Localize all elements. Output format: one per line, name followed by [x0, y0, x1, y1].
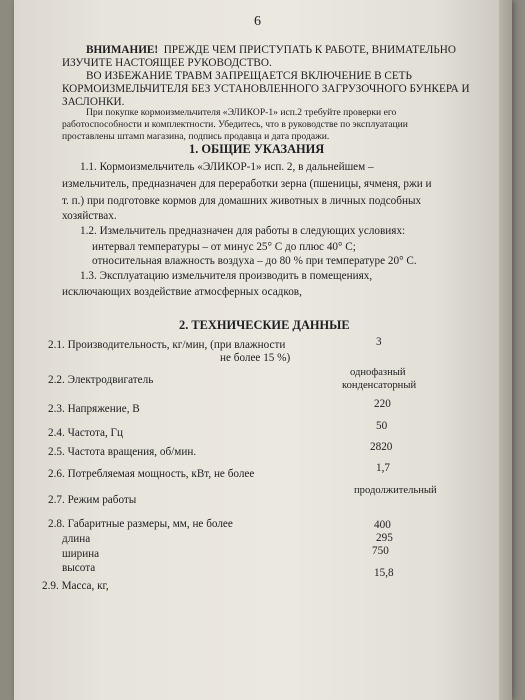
para-1-1-line-3: т. п.) при подготовке кормов для домашних животных в личных подсобных [62, 195, 422, 207]
spec-2-8-sub-width: ширина [62, 548, 100, 560]
para-1-1-line-1: 1.1. Кормоизмельчитель «ЭЛИКОР-1» исп. 2, в дальнейшем – [80, 161, 374, 173]
purchase-line-2: работоспособности и комплектности. Убедитесь, что в руководстве по эксплуатации [62, 119, 408, 130]
page-number: 6 [254, 14, 261, 29]
spec-2-5-value: 2820 [370, 441, 393, 453]
spec-2-8-value-2: 295 [376, 532, 393, 544]
spec-2-6-label: 2.6. Потребляемая мощность, кВт, не более [48, 468, 255, 480]
spec-2-9-label: 2.9. Масса, кг, [42, 580, 109, 592]
spec-2-1-label-cont: не более 15 %) [220, 352, 291, 364]
spec-2-8-sub-height: высота [62, 562, 96, 574]
spec-2-7-label: 2.7. Режим работы [48, 494, 137, 506]
spec-2-2-value-2: конденсаторный [342, 380, 417, 391]
spec-2-1-label: 2.1. Производительность, кг/мин, (при влажности [48, 339, 286, 351]
warning-line-2: ИЗУЧИТЕ НАСТОЯЩЕЕ РУКОВОДСТВО. [62, 57, 272, 69]
spec-2-3-value: 220 [374, 398, 391, 410]
warning-text: ПРЕЖДЕ ЧЕМ ПРИСТУПАТЬ К РАБОТЕ, ВНИМАТЕЛЬНО [163, 44, 456, 56]
para-1-3-line-1: 1.3. Эксплуатацию измельчителя производить в помещениях, [80, 270, 373, 282]
warning-line-3: ВО ИЗБЕЖАНИЕ ТРАВМ ЗАПРЕЩАЕТСЯ ВКЛЮЧЕНИЕ В СЕТЬ [86, 70, 412, 82]
para-1-2-line-3: относительная влажность воздуха – до 80 % при температуре 20° С. [92, 255, 417, 267]
spec-2-1-value: 3 [376, 336, 382, 348]
spec-2-3-label: 2.3. Напряжение, В [48, 403, 140, 415]
purchase-line-1: При покупке кормоизмельчителя «ЭЛИКОР-1» исп.2 требуйте проверки его [86, 107, 397, 118]
para-1-2-line-1: 1.2. Измельчитель предназначен для работы в следующих условиях: [80, 225, 406, 237]
para-1-2-line-2: интервал температуры – от минус 25° С до плюс 40° С; [92, 241, 356, 253]
warning-line-4: КОРМОИЗМЕЛЬЧИТЕЛЯ БЕЗ УСТАНОВЛЕННОГО ЗАГРУЗОЧНОГО БУНКЕРА И [62, 83, 470, 95]
para-1-1-line-2: измельчитель, предназначен для переработки зерна (пшеницы, ячменя, ржи и [62, 178, 432, 190]
para-1-1-line-4: хозяйствах. [62, 210, 117, 222]
spec-2-5-label: 2.5. Частота вращения, об/мин. [48, 446, 197, 458]
page-edge [499, 0, 512, 700]
manual-page [14, 0, 512, 700]
spec-2-2-value-1: однофазный [350, 367, 406, 378]
spec-2-9-value: 15,8 [374, 567, 394, 579]
spec-2-8-value-1: 400 [374, 519, 391, 531]
section-2-title: 2. ТЕХНИЧЕСКИЕ ДАННЫЕ [179, 318, 350, 332]
spec-2-2-label: 2.2. Электродвигатель [48, 374, 154, 386]
para-1-3-line-2: исключающих воздействие атмосферных осадков, [62, 286, 302, 298]
spec-2-8-label: 2.8. Габаритные размеры, мм, не более [48, 518, 233, 530]
spec-2-8-sub-length: длина [62, 533, 91, 545]
warning-line-1 [86, 44, 456, 57]
section-1-title: 1. ОБЩИЕ УКАЗАНИЯ [189, 142, 325, 156]
spec-2-8-value-3: 750 [372, 545, 389, 557]
spec-2-6-value: 1,7 [376, 462, 390, 474]
warning-line-5: ЗАСЛОНКИ. [62, 96, 125, 108]
warning-label: ВНИМАНИЕ! [86, 44, 159, 56]
spec-2-7-value: продолжительный [354, 485, 437, 496]
spec-2-4-value: 50 [376, 420, 388, 432]
spec-2-4-label: 2.4. Частота, Гц [48, 427, 124, 439]
purchase-line-3: проставлены штамп магазина, подпись продавца и дата продажи. [62, 131, 330, 142]
